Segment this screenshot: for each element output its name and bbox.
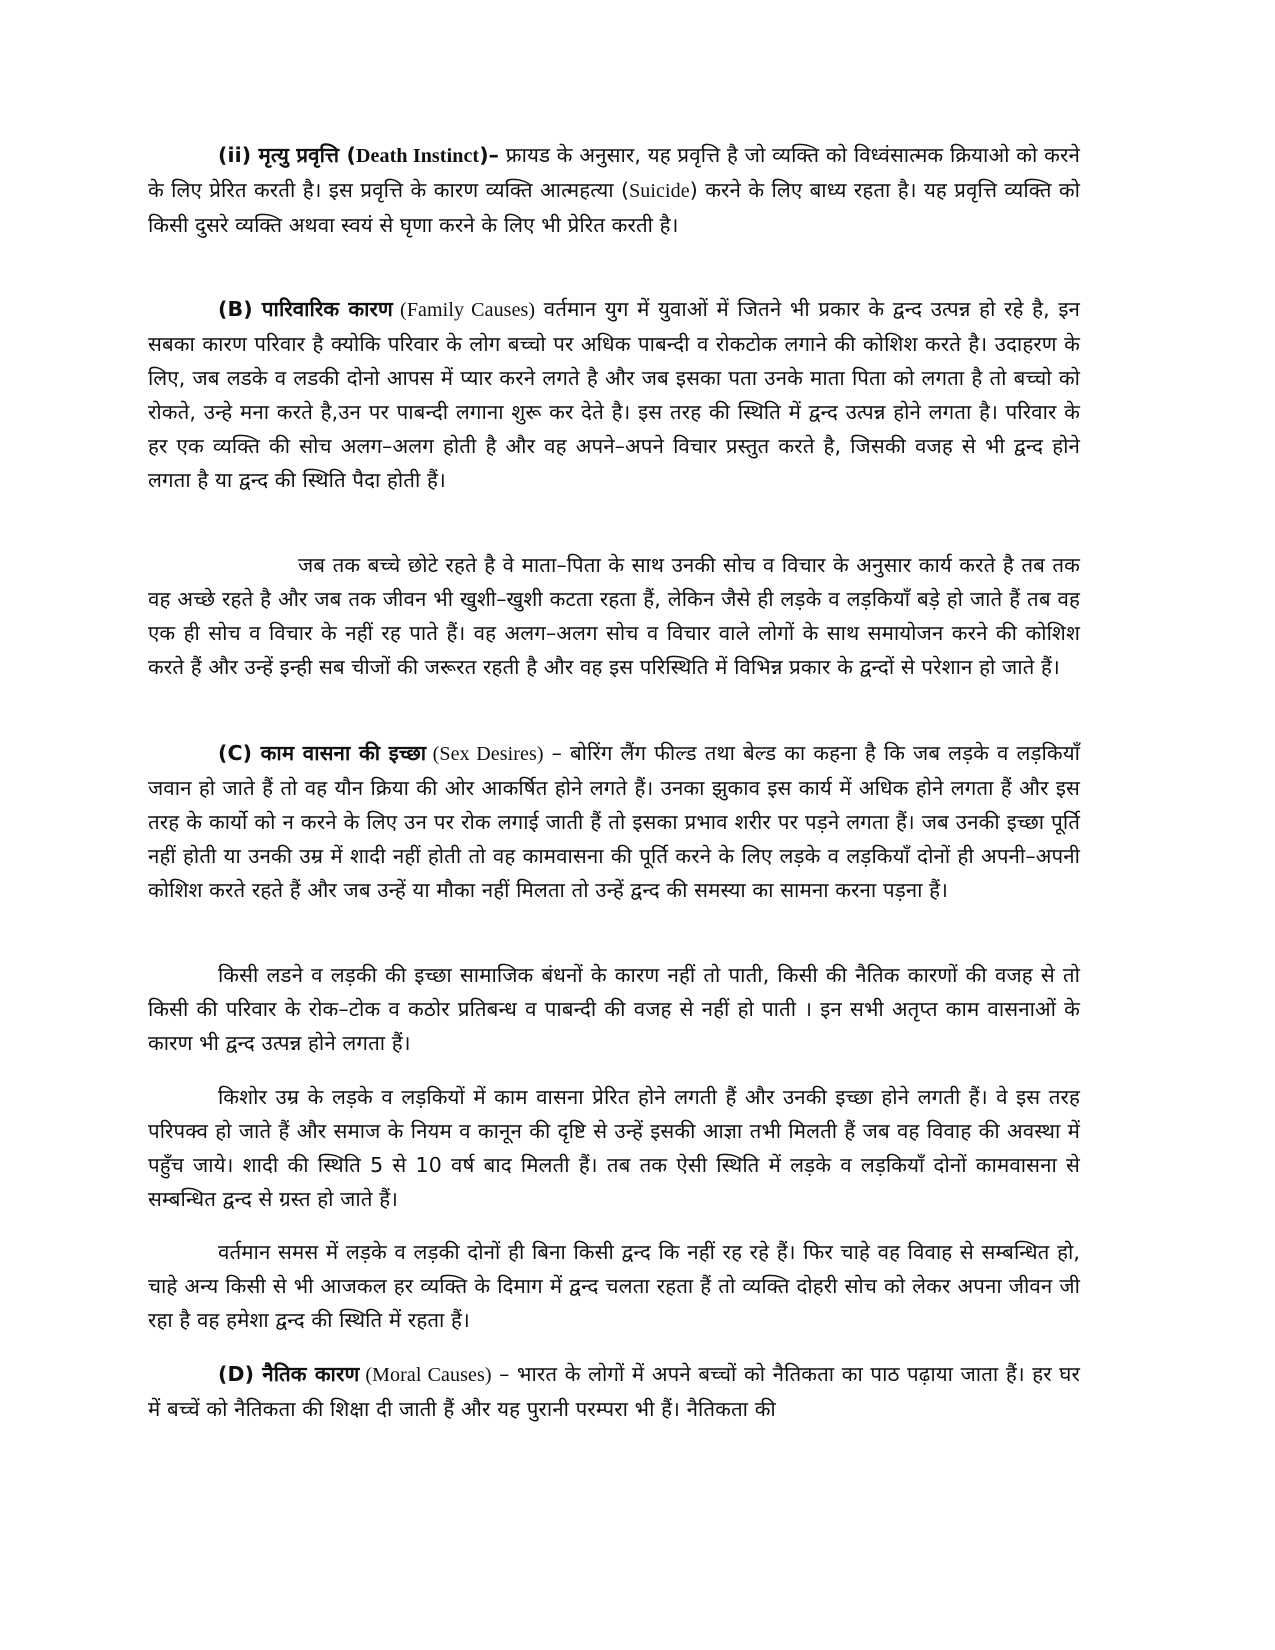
- heading-hindi: (ii) मृत्यु प्रवृत्ति (: [218, 143, 356, 167]
- section-heading-family-causes: (B) पारिवारिक कारण: [218, 297, 393, 321]
- english-term: (Moral Causes): [359, 1364, 492, 1386]
- section-heading-moral-causes: (D) नैतिक कारण: [218, 1362, 360, 1386]
- paragraph-adolescence: किशोर उम्र के लड़के व लड़कियों में काम वासना प्रेरित होने लगती हैं और उनकी इच्छा होने लगती हैं। वे इस तरह परिपक्व हो जाते हैं और समाज के नियम व कानून की दृष्टि से उन्हें इसकी आज्ञा तभी मिलती हैं जब वह विवाह की अवस्था में पहुँच जाये। शादी की स्थिति 5 से 10 वर्ष बाद मिलती हैं। तब तक ऐसी स्थिति में लड़के व लड़कियाँ दोनों कामवासना से सम्बन्धित द्वन्द से ग्रस्त हो जाते हैं।: [148, 1085, 1080, 1211]
- paragraph-family-causes: [148, 292, 1080, 497]
- paragraph-children-growing: जब तक बच्चे छोटे रहते है वे माता–पिता के साथ उनकी सोच व विचार के अनुसार कार्य करते है तब तक वह अच्छे रहते है और जब तक जीवन भी खुशी–खुशी कटता रहता हैं, लेकिन जैसे ही लड़के व लड़कियाँ बड़े हो जाते हैं तब वह एक ही सोच व विचार के नहीं रह पाते हैं। वह अलग–अलग सोच व विचार वाले लोगों के साथ समायोजन करने की कोशिश करते हैं और उन्हें इन्ही सब चीजों की जरूरत रहती है और वह इस परिस्थिति में विभिन्न प्रकार के द्वन्दों से परेशान हो जाते हैं।: [148, 553, 1080, 679]
- section-heading-death-instinct: [218, 143, 499, 167]
- english-term: (Family Causes): [392, 299, 536, 321]
- paragraph-present-time: वर्तमान समस में लड़के व लड़की दोनों ही बिना किसी द्वन्द कि नहीं रह रहे हैं। फिर चाहे वह विवाह से सम्बन्धित हो, चाहे अन्य किसी से भी आजकल हर व्यक्ति के दिमाग में द्वन्द चलता रहता हैं तो व्यक्ति दोहरी सोच को लेकर अपना जीवन जी रहा है वह हमेशा द्वन्द की स्थिति में रहता हैं।: [148, 1240, 1080, 1332]
- paragraph-text: वर्तमान युग में युवाओं में जितने भी प्रकार के द्वन्द उत्पन्न हो रहे है, इन सबका कारण परिवार है क्योकि परिवार के लोग बच्चो पर अधिक पाबन्दी व रोकटोक लगाने की कोशिश करते है। उदाहरण के लिए, जब लडके व लडकी दोनो आपस में प्यार करने लगते है और जब इसका पता उनके माता पिता को लगता है तो बच्चो को रोकते, उन्हे मना करते है,उन पर पाबन्दी लगाना शुरू कर देते है। इस तरह की स्थिति में द्वन्द उत्पन्न होने लगता है। परिवार के हर एक व्यक्ति की सोच अलग–अलग होती है और वह अपने–अपने विचार प्रस्तुत करते है, जिसकी वजह से भी द्वन्द होने लगता है या द्वन्द की स्थिति पैदा होती हैं।: [148, 297, 1080, 492]
- paragraph-death-instinct: [148, 138, 1080, 242]
- paragraph-text: – बोरिंग लैंग फील्ड तथा बेल्ड का कहना है कि जब लड़के व लड़कियाँ जवान हो जाते हैं तो वह यौन क्रिया की ओर आकर्षित होने लगते हैं। उनका झुकाव इस कार्य में अधिक होने लगता हैं और इस तरह के कार्यो को न करने के लिए उन पर रोक लगाई जाती हैं तो इसका प्रभाव शरीर पर पड़ने लगता हैं। जब उनकी इच्छा पूर्ति नहीं होती या उनकी उम्र में शादी नहीं होती तो वह कामवासना की पूर्ति करने के लिए लड़के व लड़कियाँ दोनों ही अपनी–अपनी कोशिश करते रहते हैं और जब उन्हें या मौका नहीं मिलता तो उन्हें द्वन्द की समस्या का सामना करना पड़ना हैं।: [148, 741, 1080, 902]
- paragraph-text: फ्रायड के अनुसार, यह प्रवृत्ति है जो व्यक्ति को विध्वंसात्मक क्रियाओ को करने के लिए प्रेरित करती है। इस प्रवृत्ति के कारण व्यक्ति आत्महत्या (: [148, 143, 1080, 202]
- heading-suffix: )–: [479, 143, 500, 167]
- heading-english: Death Instinct: [355, 145, 480, 167]
- paragraph-text: – भारत के लोगों में अपने बच्चों को नैतिकता का पाठ पढ़ाया जाता हैं। हर घर में बच्चें को नैतिकता की शिक्षा दी जाती हैं और यह पुरानी परम्परा भी हैं। नैतिकता की: [148, 1362, 1080, 1421]
- section-heading-sex-desires: (C) काम वासना की इच्छा: [218, 741, 427, 765]
- paragraph-social-bonds: किसी लडने व लड़की की इच्छा सामाजिक बंधनों के कारण नहीं तो पाती, किसी की नैतिक कारणों की वजह से तो किसी की परिवार के रोक–टोक व कठोर प्रतिबन्ध व पाबन्दी की वजह से नहीं हो पाती । इन सभी अतृप्त काम वासनाओं के कारण भी द्वन्द उत्पन्न होने लगता हैं।: [148, 963, 1080, 1055]
- paragraph-sex-desires: [148, 736, 1080, 907]
- english-term: Suicide: [629, 180, 690, 202]
- paragraph-text: ) करने के लिए बाध्य रहता है। यह प्रवृत्ति व्यक्ति को किसी दुसरे व्यक्ति अथवा स्वयं से घृणा करने के लिए भी प्रेरित करती है।: [148, 178, 1080, 237]
- english-term: (Sex Desires): [426, 743, 544, 765]
- paragraph-moral-causes: [148, 1357, 1080, 1426]
